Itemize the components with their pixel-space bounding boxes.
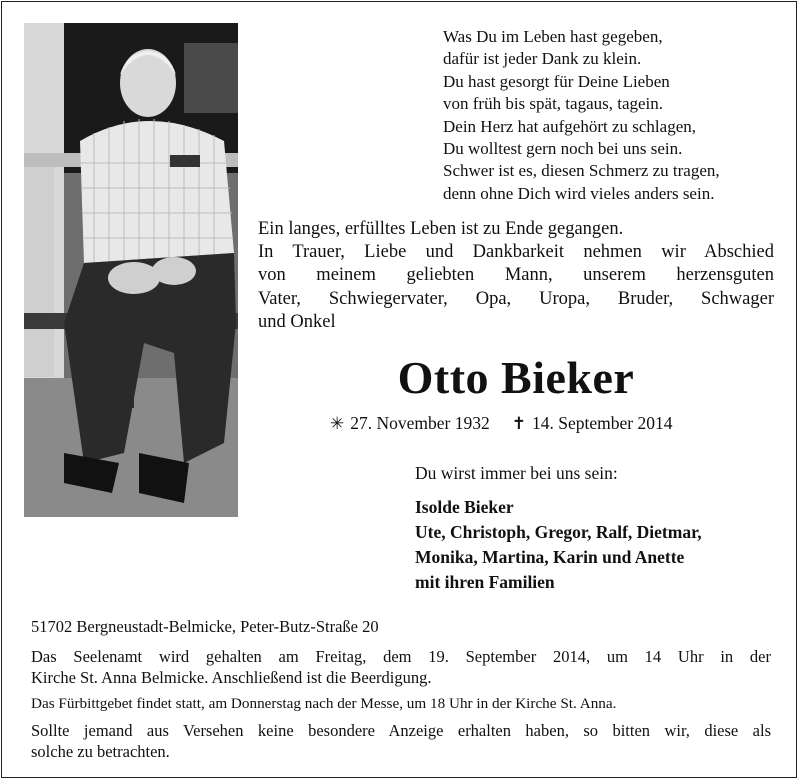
- apology-line: Sollte jemand aus Versehen keine besondere Anzeige erhalten haben, so bitten wir, diese als: [31, 721, 771, 740]
- mourner-line: Monika, Martina, Karin und Anette: [415, 547, 685, 567]
- intro-line: Ein langes, erfülltes Leben ist zu Ende gegangen.: [258, 219, 624, 239]
- prayer-notice: Das Fürbittgebet findet statt, am Donnerstag nach der Messe, um 18 Uhr in der Kirche St. Anna.: [31, 695, 617, 712]
- poem-line: denn ohne Dich wird vieles anders sein.: [443, 183, 715, 203]
- mourner-line: Ute, Christoph, Gregor, Ralf, Dietmar,: [415, 522, 702, 542]
- mourner-line: Isolde Bieker: [415, 497, 514, 517]
- poem-line: Dein Herz hat aufgehört zu schlagen,: [443, 116, 696, 136]
- deceased-name: Otto Bieker: [397, 352, 635, 403]
- intro-line: und Onkel: [258, 311, 336, 332]
- death-date: 14. September 2014: [532, 413, 673, 433]
- apology-notice: [31, 720, 771, 762]
- address: 51702 Bergneustadt-Belmicke, Peter-Butz-Straße 20: [31, 617, 379, 636]
- poem: [443, 26, 783, 205]
- mourners-heading: Du wirst immer bei uns sein:: [415, 463, 618, 483]
- mourners-list: [415, 495, 702, 595]
- mourner-line: mit ihren Familien: [415, 572, 555, 592]
- apology-line: solche zu betrachten.: [31, 742, 170, 761]
- poem-line: Schwer ist es, diesen Schmerz zu tragen,: [443, 161, 720, 181]
- requiem-line: Kirche St. Anna Belmicke. Anschließend ist die Beerdigung.: [31, 668, 432, 687]
- intro-line: In Trauer, Liebe und Dankbarkeit nehmen wir Abschied: [258, 242, 774, 263]
- life-dates: [330, 413, 672, 434]
- death-cross-icon: ✝: [511, 414, 526, 433]
- requiem-line: Das Seelenamt wird gehalten am Freitag, dem 19. September 2014, um 14 Uhr in der: [31, 647, 771, 666]
- intro-text: [258, 218, 774, 334]
- poem-line: Was Du im Leben hast gegeben,: [443, 27, 663, 46]
- requiem-notice: [31, 646, 771, 688]
- poem-line: dafür ist jeder Dank zu klein.: [443, 49, 642, 69]
- poem-line: Du wolltest gern noch bei uns sein.: [443, 139, 683, 159]
- birth-star-icon: ✳: [330, 414, 345, 433]
- portrait-photo: [24, 23, 238, 517]
- intro-line: Vater, Schwiegervater, Opa, Uropa, Bruder, Schwager: [258, 288, 774, 309]
- poem-line: von früh bis spät, tagaus, tagein.: [443, 94, 664, 114]
- poem-line: Du hast gesorgt für Deine Lieben: [443, 71, 670, 91]
- birth-date: 27. November 1932: [350, 413, 490, 433]
- intro-line: von meinem geliebten Mann, unserem herzensguten: [258, 265, 774, 286]
